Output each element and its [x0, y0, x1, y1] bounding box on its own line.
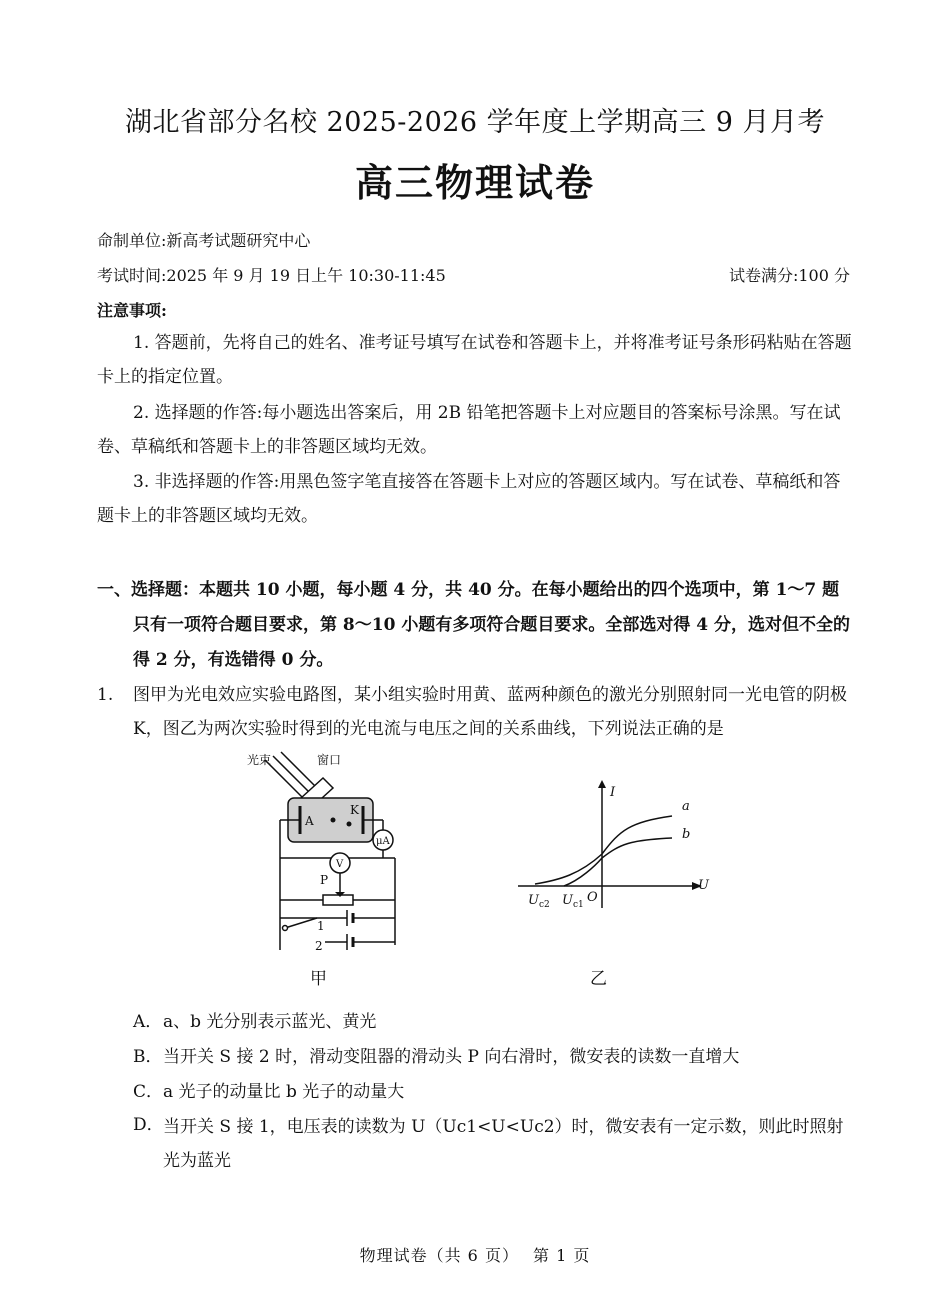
notice-item: 3. 非选择题的作答:用黑色签字笔直接答在答题卡上对应的答题区域内。写在试卷、草稿纸和答题卡上的非答题区域均无效。	[97, 472, 841, 526]
voltmeter-label: V	[336, 859, 344, 870]
uc2-label: $U_{c2}$	[528, 893, 550, 910]
window-label: 窗口	[317, 753, 342, 767]
option-text: a 光子的动量比 b 光子的动量大	[163, 1082, 405, 1102]
figure-b-caption: 乙	[590, 969, 607, 989]
footer-page-count: 物理试卷（共 6 页）	[359, 1246, 519, 1265]
figure-a-caption: 甲	[310, 969, 327, 989]
option-text: 当开关 S 接 1，电压表的读数为 U（Uc1<U<Uc2）时，微安表有一定示数，则此时照射光为蓝光	[163, 1117, 844, 1171]
axis-u-label: U	[698, 878, 709, 893]
curve-b	[564, 838, 672, 886]
slider-label: P	[320, 873, 329, 887]
option-text: 当开关 S 接 2 时，滑动变阻器的滑动头 P 向右滑时，微安表的读数一直增大	[163, 1047, 740, 1067]
option-letter: C．	[133, 1082, 164, 1102]
iu-graph	[510, 780, 720, 910]
footer-page-number: 第 1 页	[533, 1246, 591, 1265]
question-stem: 图甲为光电效应实验电路图，某小组实验时用黄、蓝两种颜色的激光分别照射同一光电管的阴极 K，图乙为两次实验时得到的光电流与电压之间的关系曲线，下列说法正确的是	[133, 685, 847, 739]
exam-time: 考试时间:2025 年 9 月 19 日上午 10:30-11:45	[97, 266, 446, 285]
switch-blade	[285, 918, 317, 928]
page-footer	[0, 1243, 950, 1266]
microammeter-label: μA	[376, 836, 390, 847]
cathode-label: K	[350, 803, 359, 817]
switch-1-label: 1	[317, 919, 325, 933]
light-beam-line	[265, 760, 307, 802]
notice-item: 1. 答题前，先将自己的姓名、准考证号填写在试卷和答题卡上，并将准考证号条形码粘贴在答题卡上的指定位置。	[97, 333, 852, 387]
option-letter: B．	[133, 1047, 163, 1067]
i-axis-arrow	[598, 780, 606, 788]
option-letter: A．	[133, 1012, 163, 1032]
full-score: 试卷满分:100 分	[728, 266, 850, 285]
notice-item: 2. 选择题的作答:每小题选出答案后，用 2B 铅笔把答题卡上对应题目的答案标号涂黑。写在试卷、草稿纸和答题卡上的非答题区域均无效。	[97, 403, 841, 457]
origin-label: O	[587, 890, 598, 905]
rheostat	[323, 895, 353, 905]
anode-label: A	[305, 814, 314, 828]
curve-a-label: a	[682, 799, 690, 814]
notice-heading: 注意事项:	[97, 301, 167, 320]
compiler-line: 命制单位:新高考试题研究中心	[97, 231, 311, 250]
circuit-diagram	[245, 750, 415, 960]
axis-i-label: I	[610, 785, 616, 800]
exam-title: 湖北省部分名校 2025-2026 学年度上学期高三 9 月月考	[124, 107, 826, 138]
option-text: a、b 光分别表示蓝光、黄光	[163, 1012, 377, 1032]
option-letter: D．	[133, 1115, 164, 1135]
curve-a	[535, 816, 672, 884]
switch-2-label: 2	[315, 939, 323, 953]
uc1-label: $U_{c1}$	[562, 893, 584, 910]
exam-subtitle: 高三物理试卷	[354, 160, 595, 205]
curve-b-label: b	[682, 827, 691, 842]
question-number: 1.	[97, 685, 114, 705]
beam-label: 光束	[247, 753, 272, 767]
section-heading: 一、选择题：本题共 10 小题，每小题 4 分，共 40 分。在每小题给出的四个选项中，第 1～7 题只有一项符合题目要求，第 8～10 小题有多项符合题目要求。全部选对得 4 分，选对但不全的得 2 分，有选错得 0 分。	[97, 580, 850, 670]
